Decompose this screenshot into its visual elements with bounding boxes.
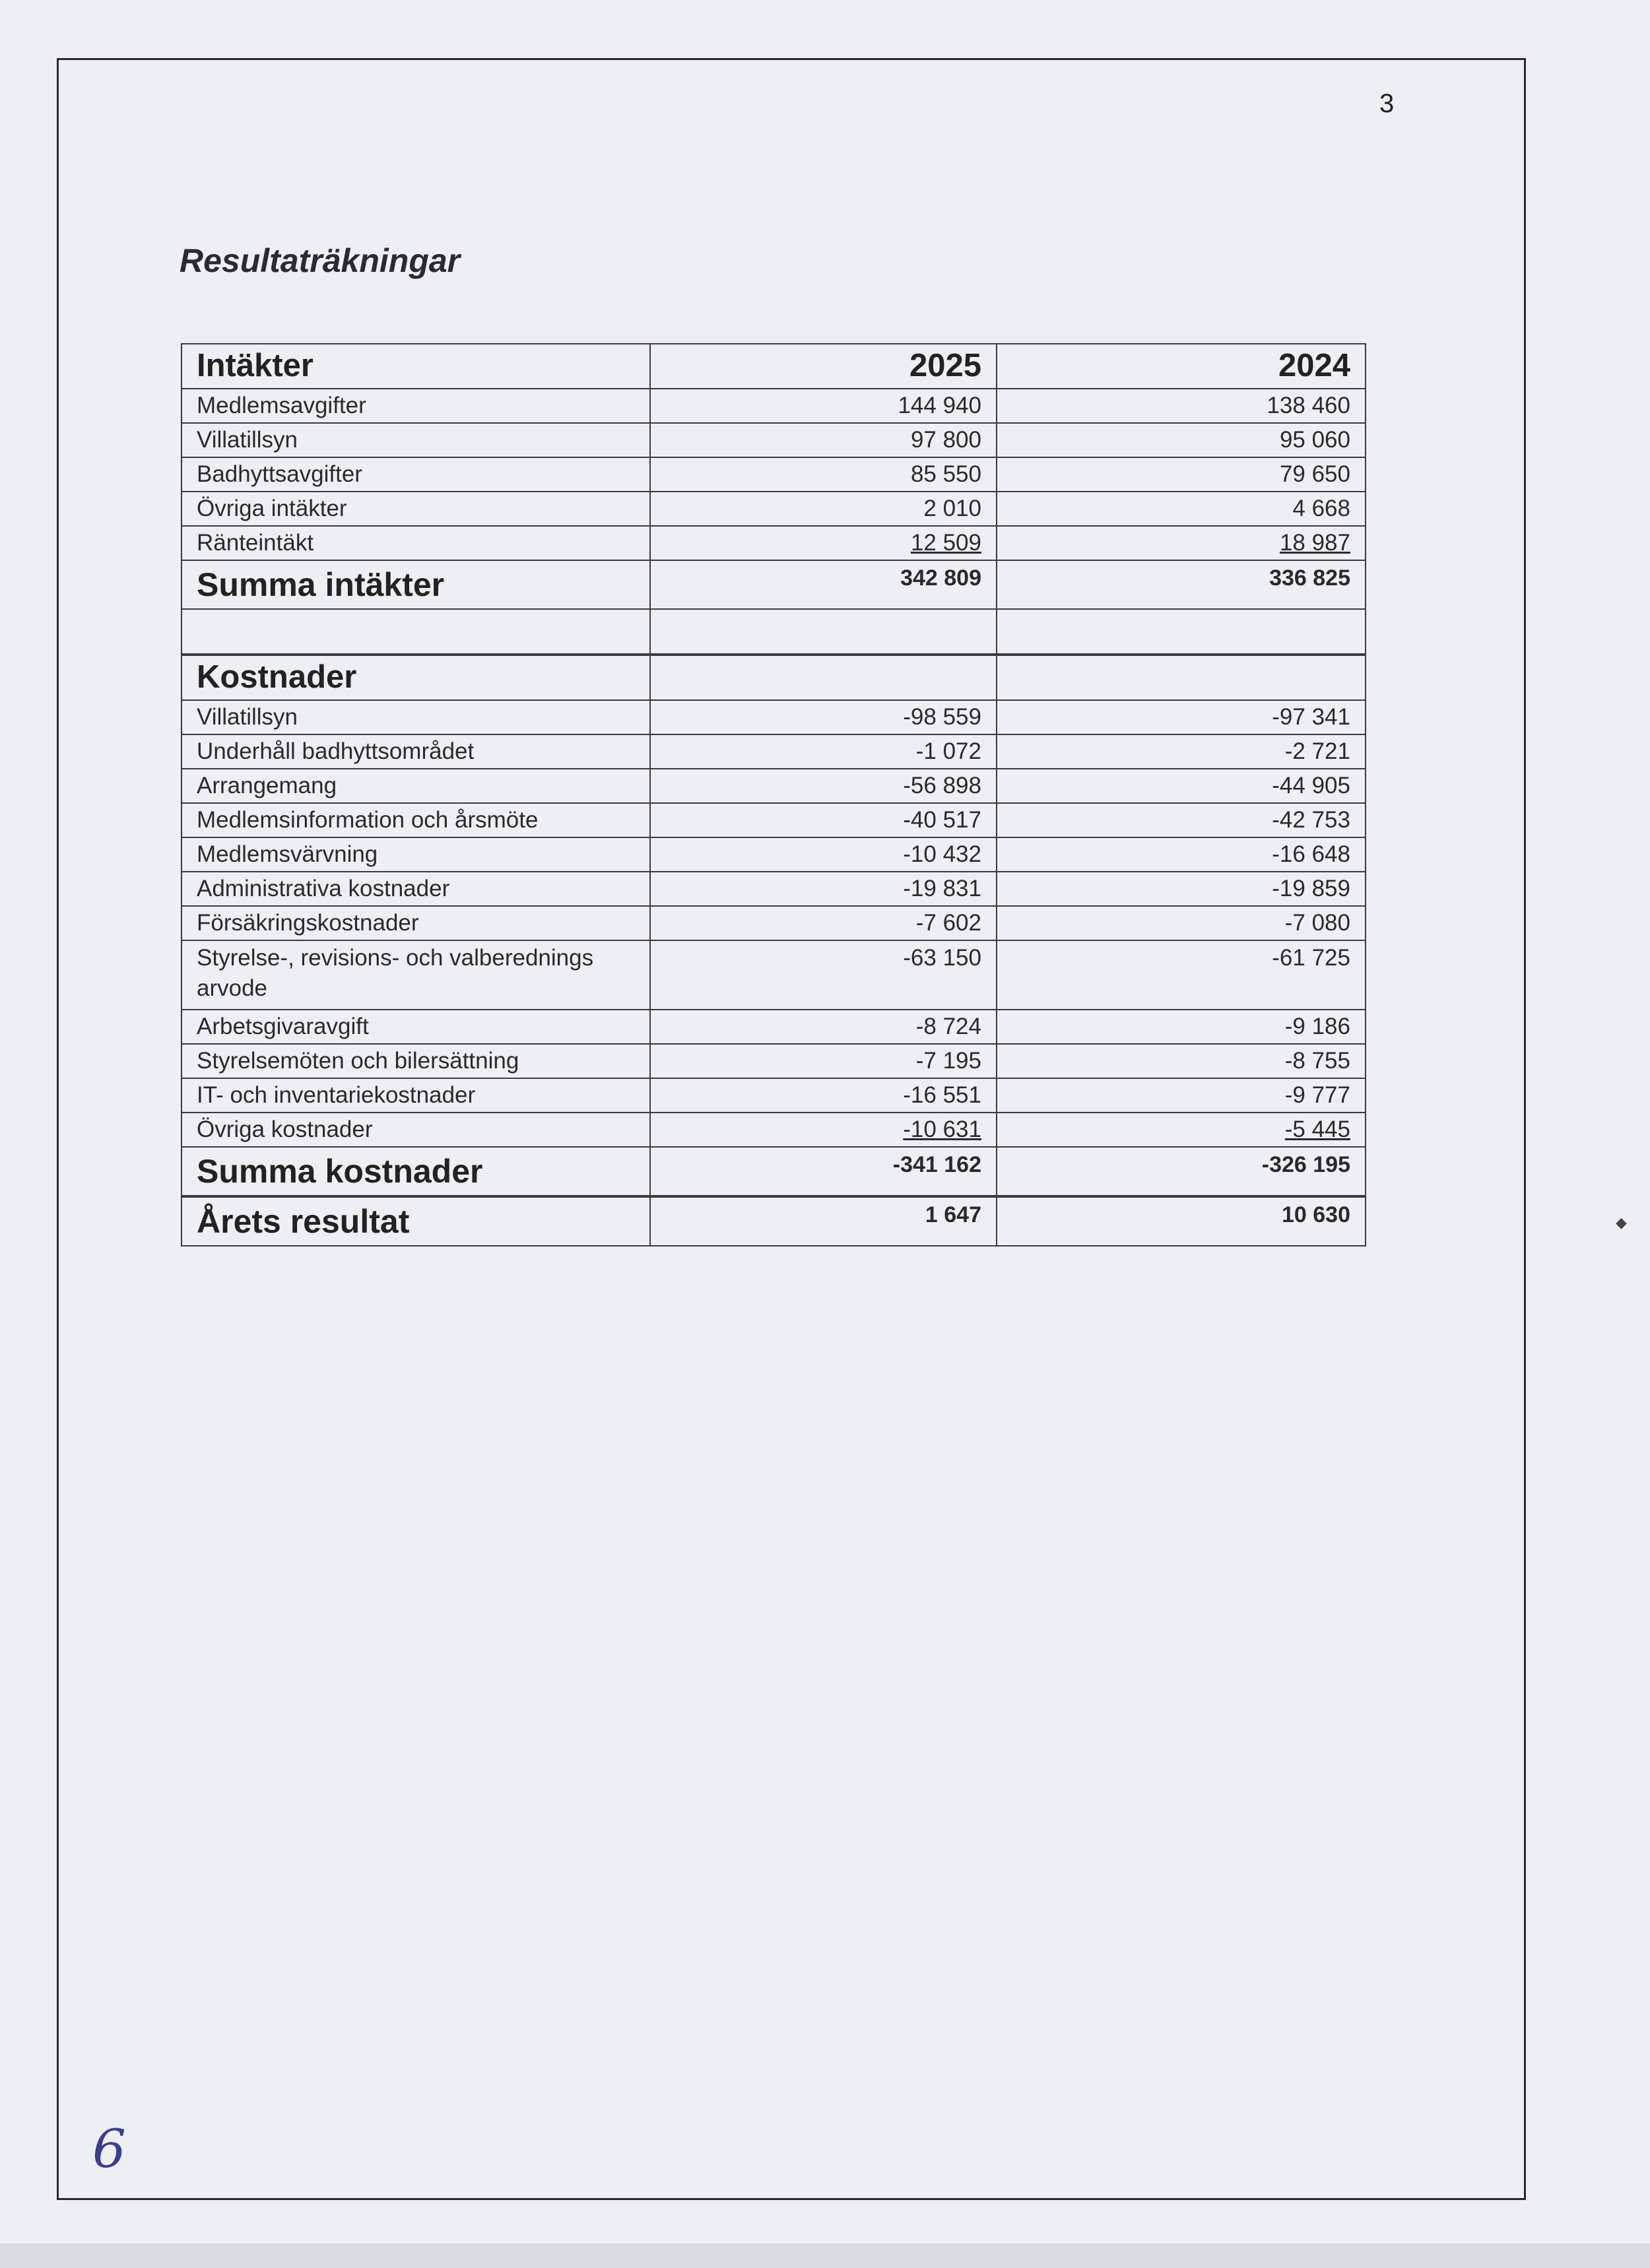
row-label: Styrelsemöten och bilersättning	[182, 1044, 650, 1078]
value-2025: -56 898	[650, 769, 997, 803]
row-label: Medlemsinformation och årsmöte	[182, 803, 650, 837]
table-row	[182, 872, 1366, 906]
table-row	[182, 1044, 1366, 1078]
table-row	[182, 700, 1366, 734]
income-statement-table	[181, 343, 1366, 1247]
value-2025: -63 150	[650, 940, 997, 1010]
page-number: 3	[1379, 89, 1395, 118]
value-2024: 138 460	[997, 389, 1366, 423]
table-row	[182, 1078, 1366, 1113]
row-label: Underhåll badhyttsområdet	[182, 734, 650, 769]
total-2025: -341 162	[650, 1147, 997, 1196]
result-2025: 1 647	[650, 1196, 997, 1246]
year-2024-header: 2024	[997, 344, 1366, 389]
handwritten-page-mark: 6	[92, 2118, 126, 2180]
page-title: Resultaträkningar	[180, 242, 461, 279]
value-2024: -5 445	[997, 1113, 1366, 1147]
value-2024: -44 905	[997, 769, 1366, 803]
table-row	[182, 1113, 1366, 1147]
value-2025: 2 010	[650, 492, 997, 526]
table-row	[182, 526, 1366, 560]
table-row	[182, 769, 1366, 803]
value-2024: -19 859	[997, 872, 1366, 906]
value-2024: -9 777	[997, 1078, 1366, 1113]
value-2024: -61 725	[997, 940, 1366, 1010]
table-row	[182, 803, 1366, 837]
value-2025: 144 940	[650, 389, 997, 423]
result-row	[182, 1196, 1366, 1246]
table-row	[182, 940, 1366, 1010]
row-label: Övriga kostnader	[182, 1113, 650, 1147]
scan-speck: ◆	[1616, 1214, 1627, 1231]
row-label: Administrativa kostnader	[182, 872, 650, 906]
table-row	[182, 837, 1366, 872]
value-2024: -2 721	[997, 734, 1366, 769]
costs-total-row	[182, 1147, 1366, 1196]
total-2024: -326 195	[997, 1147, 1366, 1196]
row-label: Medlemsvärvning	[182, 837, 650, 872]
value-2025: -16 551	[650, 1078, 997, 1113]
row-label: Försäkringskostnader	[182, 906, 650, 940]
income-total-row	[182, 560, 1366, 609]
value-2025: -10 631	[650, 1113, 997, 1147]
value-2025: -1 072	[650, 734, 997, 769]
row-label: Övriga intäkter	[182, 492, 650, 526]
row-label: Medlemsavgifter	[182, 389, 650, 423]
costs-header-row	[182, 655, 1366, 700]
row-label: Ränteintäkt	[182, 526, 650, 560]
row-label: Arrangemang	[182, 769, 650, 803]
row-label: Arbetsgivaravgift	[182, 1010, 650, 1044]
row-label: IT- och inventariekostnader	[182, 1078, 650, 1113]
table-row	[182, 457, 1366, 492]
value-2025: -8 724	[650, 1010, 997, 1044]
value-2024: -97 341	[997, 700, 1366, 734]
scan-bottom-edge	[0, 2244, 1650, 2268]
result-2024: 10 630	[997, 1196, 1366, 1246]
value-2024: -16 648	[997, 837, 1366, 872]
total-2024: 336 825	[997, 560, 1366, 609]
value-2024: -8 755	[997, 1044, 1366, 1078]
income-header-row	[182, 344, 1366, 389]
value-2024: -42 753	[997, 803, 1366, 837]
value-2024: 79 650	[997, 457, 1366, 492]
value-2024: 95 060	[997, 423, 1366, 457]
costs-section-title: Kostnader	[182, 655, 650, 700]
table-row	[182, 423, 1366, 457]
value-2025: -7 602	[650, 906, 997, 940]
row-label: Badhyttsavgifter	[182, 457, 650, 492]
table-row	[182, 1010, 1366, 1044]
value-2025: -7 195	[650, 1044, 997, 1078]
total-label: Summa kostnader	[182, 1147, 650, 1196]
value-2024: -9 186	[997, 1010, 1366, 1044]
value-2025: 97 800	[650, 423, 997, 457]
row-label: Styrelse-, revisions- och valberednings arvode	[182, 940, 650, 1010]
value-2025: -10 432	[650, 837, 997, 872]
value-2024: 18 987	[997, 526, 1366, 560]
value-2025: 12 509	[650, 526, 997, 560]
total-label: Summa intäkter	[182, 560, 650, 609]
value-2024: 4 668	[997, 492, 1366, 526]
table-row	[182, 389, 1366, 423]
row-label: Villatillsyn	[182, 700, 650, 734]
spacer-row	[182, 609, 1366, 655]
table-row	[182, 734, 1366, 769]
value-2025: -98 559	[650, 700, 997, 734]
value-2025: -19 831	[650, 872, 997, 906]
table-row	[182, 906, 1366, 940]
table-row	[182, 492, 1366, 526]
year-2025-header: 2025	[650, 344, 997, 389]
result-label: Årets resultat	[182, 1196, 650, 1246]
row-label: Villatillsyn	[182, 423, 650, 457]
total-2025: 342 809	[650, 560, 997, 609]
value-2025: -40 517	[650, 803, 997, 837]
income-section-title: Intäkter	[182, 344, 650, 389]
value-2024: -7 080	[997, 906, 1366, 940]
value-2025: 85 550	[650, 457, 997, 492]
